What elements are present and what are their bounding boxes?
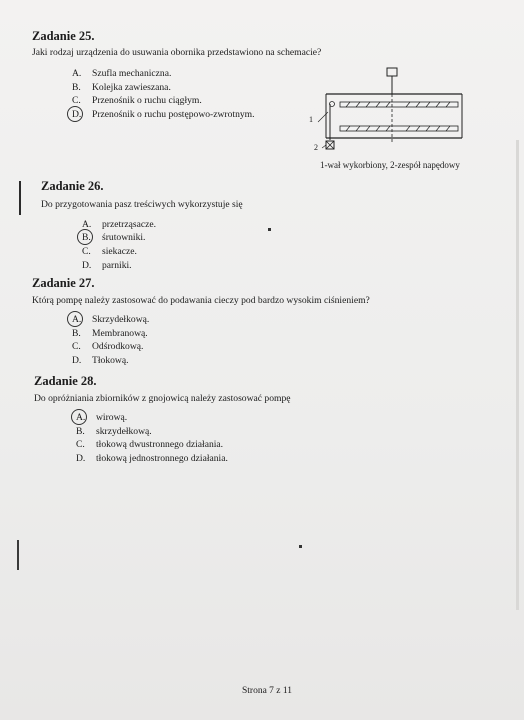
question-26-option-d bbox=[82, 260, 132, 271]
question-28-option-d bbox=[76, 453, 228, 464]
drive-motor-shape bbox=[387, 68, 397, 76]
option-text: Szufla mechaniczna. bbox=[92, 68, 172, 79]
question-27-option-a bbox=[72, 314, 149, 325]
question-25-option-d bbox=[72, 109, 255, 120]
option-letter: A. bbox=[72, 314, 92, 325]
page-number: Strona 7 z 11 bbox=[242, 686, 293, 696]
option-letter: D. bbox=[76, 453, 86, 464]
option-letter: A. bbox=[72, 68, 82, 79]
option-letter: B. bbox=[82, 232, 102, 243]
question-26-option-b bbox=[82, 232, 145, 243]
ink-speck bbox=[299, 545, 302, 548]
diagram-label-2: 2 bbox=[314, 143, 318, 152]
option-text: Odśrodkową. bbox=[92, 341, 144, 352]
option-text: parniki. bbox=[102, 260, 132, 271]
option-text: skrzydełkową. bbox=[96, 426, 152, 437]
option-letter: B. bbox=[72, 82, 81, 93]
option-text: Skrzydełkową. bbox=[92, 314, 150, 325]
manure-conveyor-diagram bbox=[310, 66, 470, 162]
question-26-option-c bbox=[82, 246, 137, 257]
option-text: wirową. bbox=[96, 412, 128, 423]
option-text: tłokową jednostronnego działania. bbox=[96, 453, 228, 464]
ink-speck bbox=[268, 228, 271, 231]
question-25-option-c bbox=[72, 95, 202, 106]
question-25-title: Zadanie 25. bbox=[32, 29, 95, 43]
question-28-option-a bbox=[76, 412, 127, 423]
diagram-caption: 1-wał wykorbiony, 2-zespół napędowy bbox=[320, 160, 460, 170]
answer-mark-circle bbox=[67, 106, 83, 122]
question-26-option-a bbox=[82, 219, 156, 230]
question-27-option-d bbox=[72, 355, 129, 366]
option-letter: A. bbox=[76, 412, 96, 423]
question-27-title: Zadanie 27. bbox=[32, 276, 95, 290]
option-text: siekacze. bbox=[102, 246, 137, 257]
option-text: Przenośnik o ruchu postępowo-zwrotnym. bbox=[92, 109, 255, 120]
option-letter: B. bbox=[72, 328, 81, 339]
question-26-text: Do przygotowania pasz treściwych wykorzystuje się bbox=[41, 199, 243, 210]
option-text: Membranową. bbox=[92, 328, 148, 339]
pen-mark-lower bbox=[17, 540, 19, 570]
question-28-option-b bbox=[76, 426, 152, 437]
question-25-option-b bbox=[72, 82, 171, 93]
diagram-label-1: 1 bbox=[309, 115, 313, 124]
question-28-option-c bbox=[76, 439, 223, 450]
option-letter: C. bbox=[76, 439, 85, 450]
answer-mark-circle bbox=[77, 229, 93, 245]
option-text: śrutowniki. bbox=[102, 232, 146, 243]
option-text: przetrząsacze. bbox=[102, 219, 157, 230]
option-letter: D. bbox=[82, 260, 92, 271]
option-letter: D. bbox=[72, 355, 82, 366]
question-28-title: Zadanie 28. bbox=[34, 374, 97, 388]
answer-mark-circle bbox=[67, 311, 83, 327]
question-26-title: Zadanie 26. bbox=[41, 179, 104, 193]
option-letter: C. bbox=[82, 246, 91, 257]
option-letter: A. bbox=[82, 219, 92, 230]
option-text: Przenośnik o ruchu ciągłym. bbox=[92, 95, 202, 106]
option-text: Tłokową. bbox=[92, 355, 129, 366]
question-28-text: Do opróżniania zbiorników z gnojowicą należy zastosować pompę bbox=[34, 393, 291, 404]
pen-mark bbox=[19, 181, 21, 215]
question-27-text: Którą pompę należy zastosować do podawania cieczy pod bardzo wysokim ciśnieniem? bbox=[32, 295, 370, 306]
option-letter: C. bbox=[72, 95, 81, 106]
label-2-leader bbox=[322, 145, 326, 148]
option-letter: D. bbox=[72, 109, 92, 120]
question-27-option-b bbox=[72, 328, 148, 339]
question-25-option-a bbox=[72, 68, 171, 79]
scan-edge-shadow bbox=[516, 140, 519, 610]
question-25-text: Jaki rodzaj urządzenia do usuwania obornika przedstawiono na schemacie? bbox=[32, 47, 322, 58]
answer-mark-circle bbox=[71, 409, 87, 425]
option-letter: C. bbox=[72, 341, 81, 352]
option-text: tłokową dwustronnego działania. bbox=[96, 439, 224, 450]
question-27-option-c bbox=[72, 341, 143, 352]
option-letter: B. bbox=[76, 426, 85, 437]
option-text: Kolejka zawieszana. bbox=[92, 82, 171, 93]
